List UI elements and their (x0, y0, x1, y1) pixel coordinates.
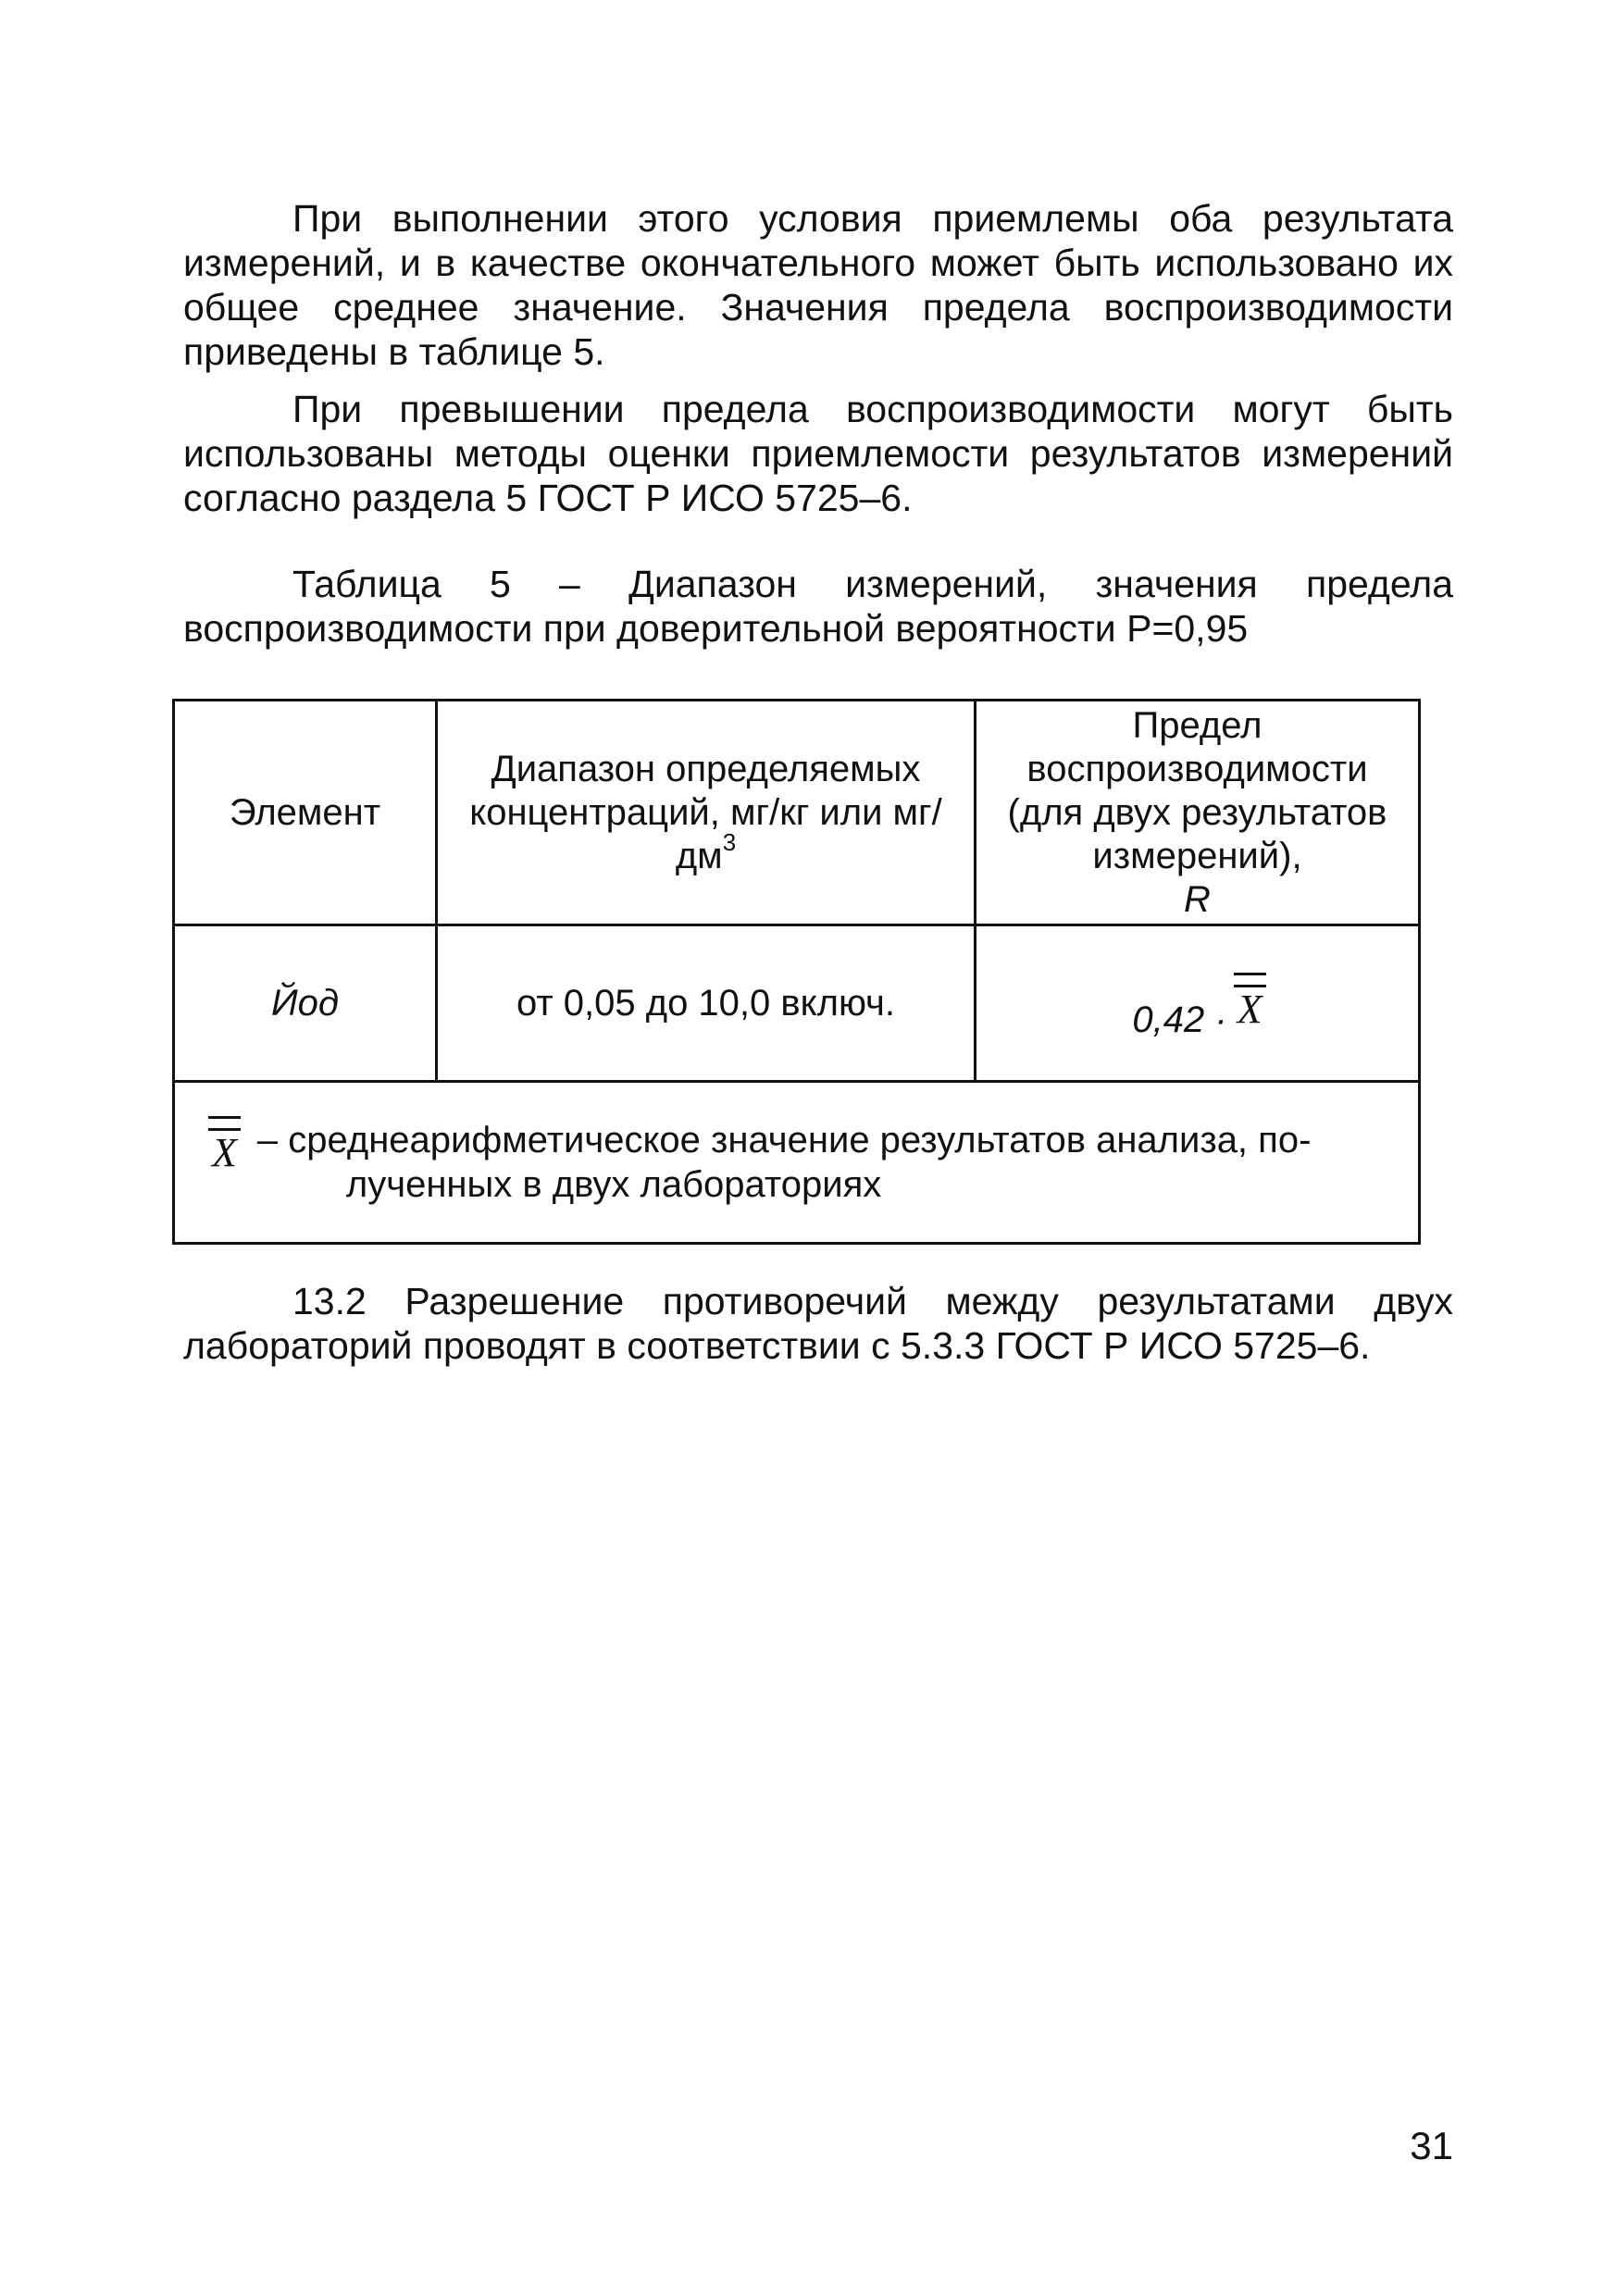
note-double-bar-overline (208, 1116, 241, 1131)
header-limit (976, 701, 1420, 925)
note-x-double-bar-symbol (212, 1118, 237, 1174)
x-variable: X (1237, 986, 1263, 1032)
x-double-bar-symbol (1238, 974, 1263, 1031)
table-header-row (174, 701, 1420, 925)
cell-limit (976, 925, 1420, 1082)
header-range-superscript: 3 (722, 828, 737, 857)
header-range-text: Диапазон определяемых концентраций, мг/кг или мг/дм (469, 748, 942, 876)
header-element: Элемент (174, 701, 437, 925)
note-text-line2: лученных в двух лабораториях (345, 1164, 882, 1205)
table-reproducibility (172, 699, 1418, 1245)
double-bar-overline (1234, 973, 1266, 987)
header-limit-symbol: R (1184, 878, 1211, 920)
table-note (212, 1118, 1399, 1207)
table-note-cell (174, 1082, 1420, 1244)
note-x-variable: X (212, 1130, 237, 1175)
paragraph-exceeding-limit: При превышении предела воспроизводимости могут быть использованы методы оценки приемлемости результатов измерений согласно раздела 5 ГОСТ Р ИСО 5725–6. (183, 388, 1453, 519)
header-limit-text: Предел воспроизводимости (для двух результатов измерений), (1007, 704, 1387, 876)
table-note-row (174, 1082, 1420, 1244)
table-caption: Таблица 5 – Диапазон измерений, значения предела воспроизводимости при доверительной вероятности Р=0,95 (183, 563, 1453, 650)
page-number: 31 (1410, 2124, 1453, 2167)
cell-element: Йод (174, 925, 437, 1082)
note-text-line1: – среднеарифметическое значение результатов анализа, по- (256, 1120, 1312, 1160)
paragraph-13-2: 13.2 Разрешение противоречий между результатами двух лабораторий проводят в соответствии с 5.3.3 ГОСТ Р ИСО 5725–6. (183, 1280, 1453, 1367)
paragraph-acceptance: При выполнении этого условия приемлемы оба результата измерений, и в качестве окончательного может быть использовано их общее среднее значение. Значения предела воспроизводимости приведены в таблице 5. (183, 197, 1453, 373)
limit-coefficient: 0,42 · (1132, 999, 1227, 1040)
header-range (437, 701, 976, 925)
cell-range: от 0,05 до 10,0 включ. (437, 925, 976, 1082)
table-row (174, 925, 1420, 1082)
note-text (257, 1118, 1312, 1207)
